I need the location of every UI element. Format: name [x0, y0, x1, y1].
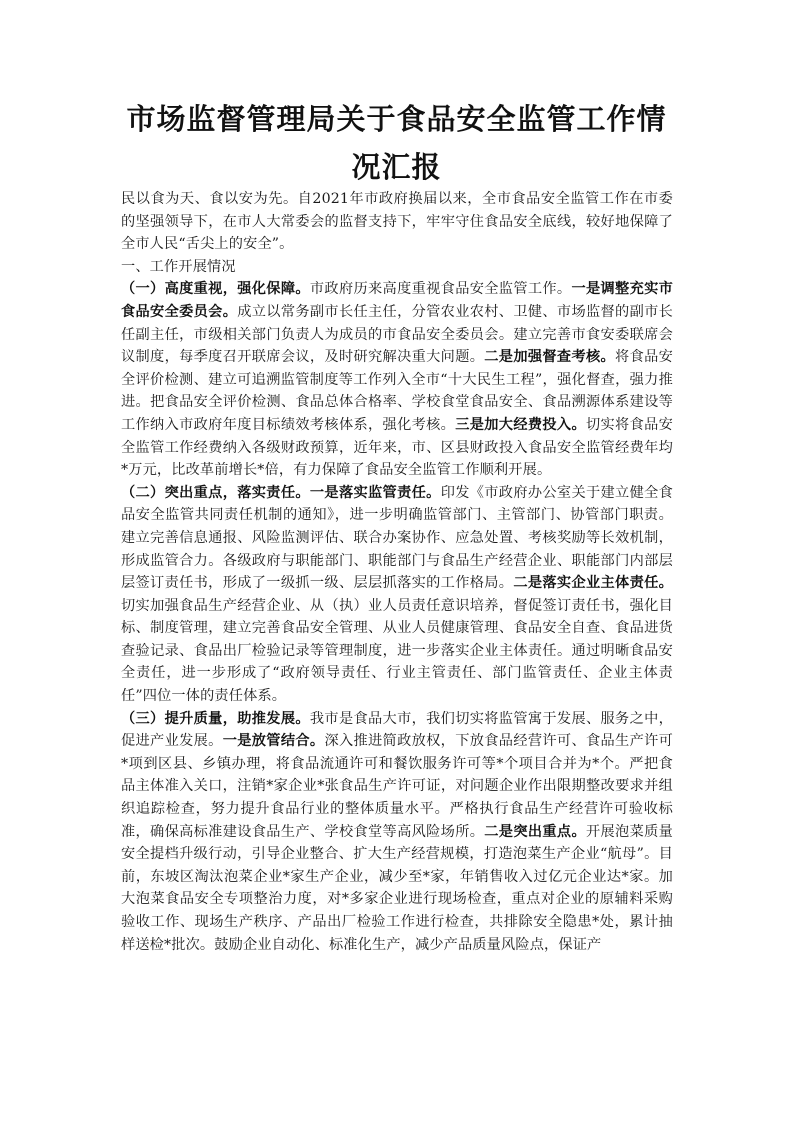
part-3-text-3: 开展泡菜质量安全提档升级行动，引导企业整合、扩大生产经营规模，打造泡菜生产企业“航母”。目前，东坡区淘汰泡菜企业*家生产企业，减少至*家，年销售收入过亿元企业达*家。加大泡菜食品安全专项整治力度，对*多家企业进行现场检查，重点对企业的原辅料采购验收工作、现场生产秩序、产品出厂检验工作进行检查，共排除安全隐患*处，累计抽样送检*批次。鼓励企业自动化、标准化生产，减少产品质量风险点，保证产 — [121, 823, 673, 953]
document-title-line-1: 市场监督管理局关于食品安全监管工作情 — [126, 102, 667, 136]
paragraph-part-2 — [121, 482, 673, 708]
paragraph-part-1 — [121, 278, 673, 481]
part-1-text-1: 市政府历来高度重视食品安全监管工作。 — [309, 281, 572, 298]
part-3-point-2: 二是突出重点。 — [484, 823, 586, 840]
paragraph-part-3 — [121, 708, 673, 957]
intro-paragraph: 民以食为天、食以安为先。自2021年市政府换届以来，全市食品安全监管工作在市委的坚强领导下，在市人大常委会的监督支持下，牢牢守住食品安全底线，较好地保障了全市人民“舌尖上的安全”。 — [121, 191, 673, 253]
part-3-point-1: 一是放管结合。 — [222, 733, 325, 750]
part-3-heading: （三）提升质量，助推发展。 — [121, 710, 310, 727]
part-1-text-3: 将食品安全评价检测、建立可追溯监管制度等工作列入全市“十大民生工程”，强化督查，强力推进。把食品安全评价检测、食品总体合格率、学校食堂食品安全、食品溯源体系建设等工作纳入市政府年度目标绩效考核体系，强化考核。 — [121, 349, 673, 433]
section-heading: 一、工作开展情况 — [121, 258, 236, 275]
part-1-heading: （一）高度重视，强化保障。 — [121, 281, 310, 298]
part-1-point-3: 三是加大经费投入。 — [455, 416, 586, 433]
part-1-text-4: 切实将食品安全监管工作经费纳入各级财政预算，近年来，市、区县财政投入食品安全监管经费年均*万元，比改革前增长*倍，有力保障了食品安全监管工作顺利开展。 — [121, 416, 673, 479]
part-1-text-2: 成立以常务副市长任主任，分管农业农村、卫健、市场监督的副市长任副主任，市级相关部门负责人为成员的市食品安全委员会。建立完善市食安委联席会议制度，每季度召开联席会议，及时研究解决重大问题。 — [121, 303, 673, 366]
part-2-point-1: 一是落实监管责任。 — [309, 484, 441, 501]
part-1-point-1: 一是调整充实市食品安全委员会。 — [121, 281, 673, 320]
part-3-text-1: 我市是食品大市，我们切实将监管寓于发展、服务之中，促进产业发展。 — [121, 710, 673, 750]
part-3-text-2: 深入推进简政放权，下放食品经营许可、食品生产许可*项到区县、乡镇办理，将食品流通许可和餐饮服务许可等*个项目合并为*个。严把食品主体准入关口，注销*家企业*张食品生产许可证，对问题企业作出限期整改要求并组织追踪检查，努力提升食品行业的整体质量水平。严格执行食品生产经营许可验收标准，确保高标准建设食品生产、学校食堂等高风险场所。 — [121, 733, 673, 840]
part-2-heading: （二）突出重点，落实责任。 — [121, 484, 310, 501]
document-title-line-2: 况汇报 — [351, 150, 442, 184]
part-1-point-2: 二是加强督查考核。 — [484, 349, 616, 366]
part-2-text-1: 印发《市政府办公室关于建立健全食品安全监管共同责任机制的通知》，进一步明确监管部门、主管部门、协管部门职责。建立完善信息通报、风险监测评估、联合办案协作、应急处置、考核奖励等长效机制，形成监管合力。各级政府与职能部门、职能部门与食品生产经营企业、职能部门内部层层签订责任书，形成了一级抓一级、层层抓落实的工作格局。 — [121, 484, 673, 592]
part-2-point-2: 二是落实企业主体责任。 — [513, 575, 673, 592]
document-body — [121, 188, 673, 956]
part-2-text-2: 切实加强食品生产经营企业、从（执）业人员责任意识培养，督促签订责任书，强化目标、制度管理，建立完善食品安全管理、从业人员健康管理、食品安全自查、食品进货查验记录、食品出厂检验记录等管理制度，进一步落实企业主体责任。通过明晰食品安全责任，进一步形成了“政府领导责任、行业主管责任、部门监管责任、企业主体责任”四位一体的责任体系。 — [121, 597, 673, 705]
